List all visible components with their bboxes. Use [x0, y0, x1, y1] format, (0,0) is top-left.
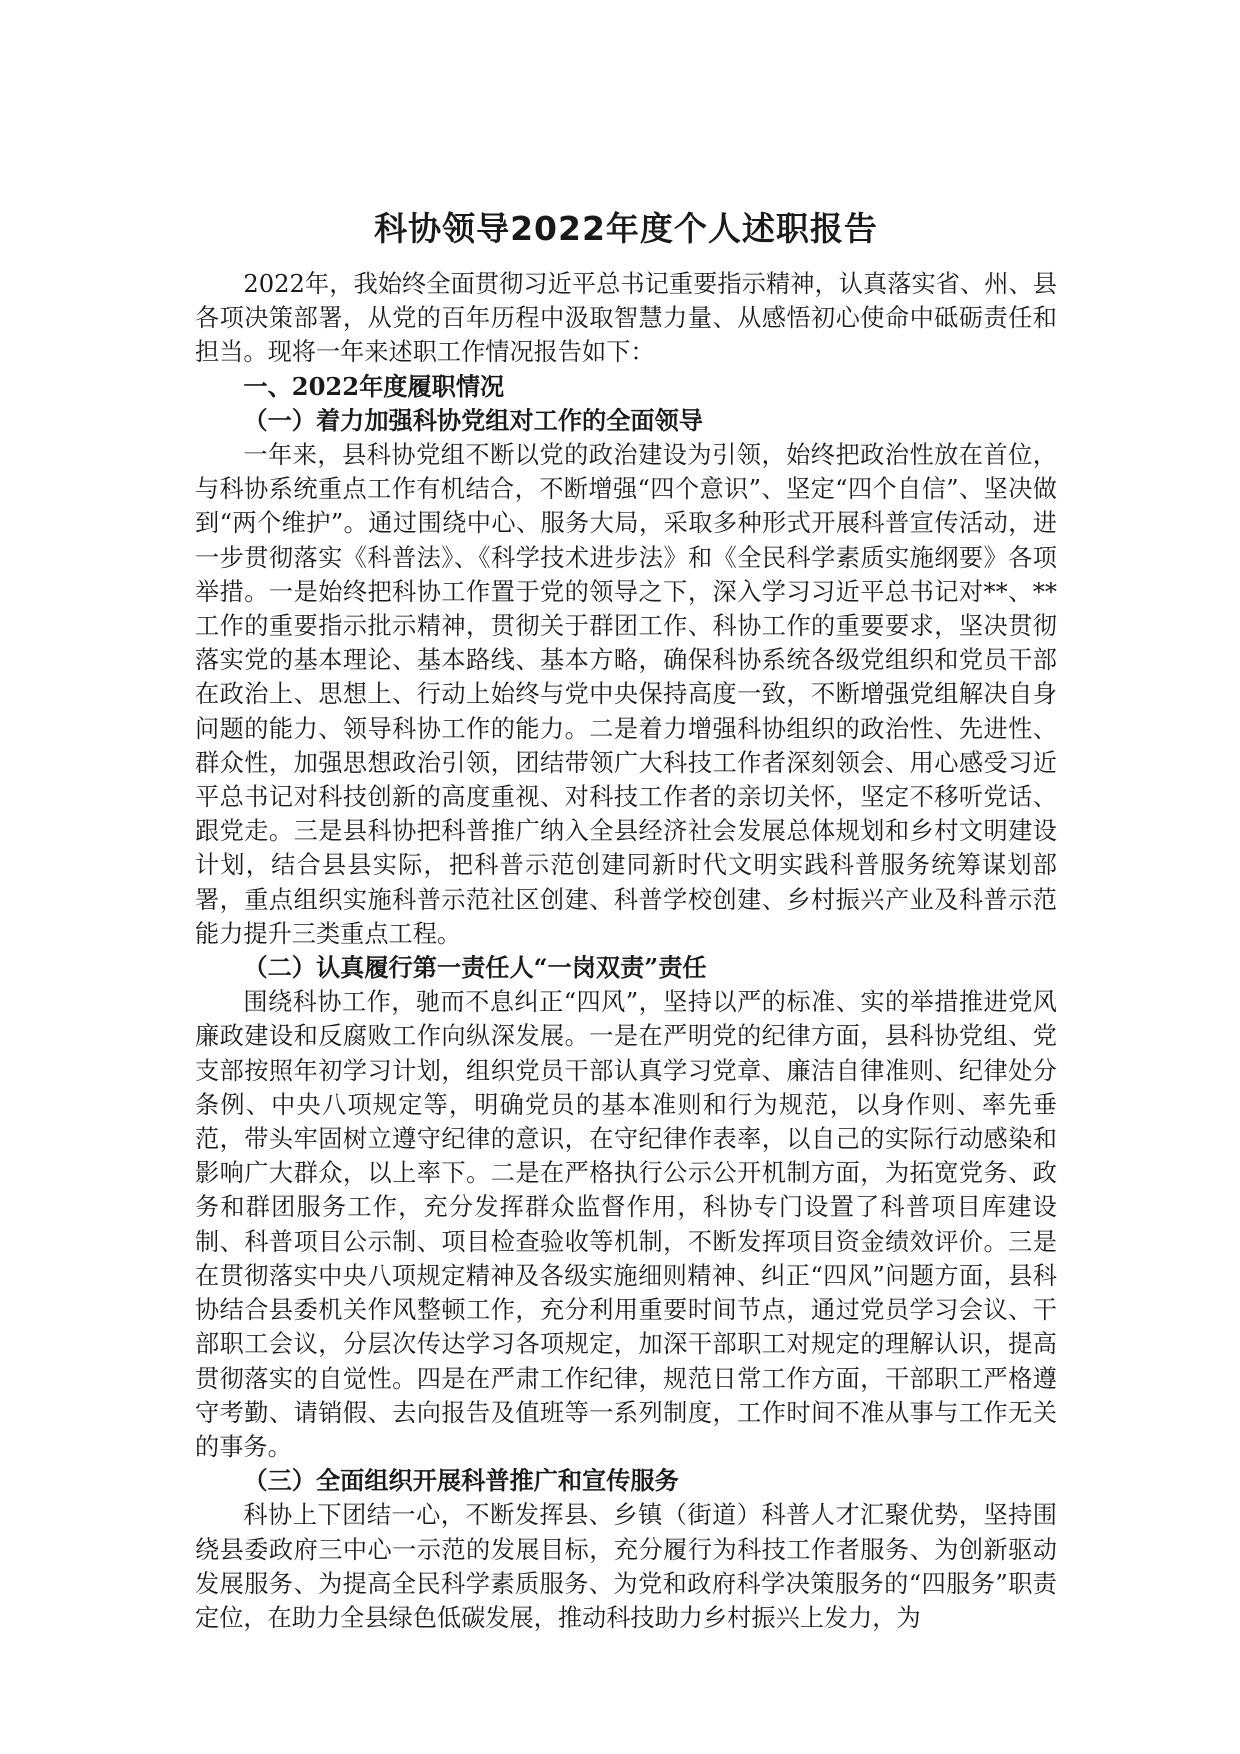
document-page [195, 205, 1057, 1635]
section-1-heading: 一、2022年度履职情况 [243, 371, 505, 401]
intro-paragraph: 2022年，我始终全面贯彻习近平总书记重要指示精神，认真落实省、州、县各项决策部署，从党的百年历程中汲取智慧力量、从感悟初心使命中砥砺责任和担当。现将一年来述职工作情况报告如下： [195, 270, 1057, 367]
subsection-3-heading: （三）全面组织开展科普推广和宣传服务 [243, 1466, 679, 1496]
subsection-3-body: 科协上下团结一心，不断发挥县、乡镇（街道）科普人才汇聚优势，坚持围绕县委政府三中心一示范的发展目标，充分履行为科技工作者服务、为创新驱动发展服务、为提高全民科学素质服务、为党和政府科学决策服务的“四服务”职责定位，在助力全县绿色低碳发展，推动科技助力乡村振兴上发力，为 [195, 1501, 1057, 1632]
subsection-1-heading: （一）着力加强科协党组对工作的全面领导 [243, 405, 703, 435]
document-title: 科协领导2022年度个人述职报告 [374, 209, 878, 248]
subsection-1-body: 一年来，县科协党组不断以党的政治建设为引领，始终把政治性放在首位，与科协系统重点工作有机结合，不断增强“四个意识”、坚定“四个自信”、坚决做到“两个维护”。通过围绕中心、服务大局，采取多种形式开展科普宣传活动，进一步贯彻落实《科普法》、《科学技术进步法》和《全民科学素质实施纲要》各项举措。一是始终把科协工作置于党的领导之下，深入学习习近平总书记对**、**工作的重要指示批示精神，贯彻关于群团工作、科协工作的重要要求，坚决贯彻落实党的基本理论、基本路线、基本方略，确保科协系统各级党组织和党员干部在政治上、思想上、行动上始终与党中央保持高度一致，不断增强党组解决自身问题的能力、领导科协工作的能力。二是着力增强科协组织的政治性、先进性、群众性，加强思想政治引领，团结带领广大科技工作者深刻领会、用心感受习近平总书记对科技创新的高度重视、对科技工作者的亲切关怀，坚定不移听党话、跟党走。三是县科协把科普推广纳入全县经济社会发展总体规划和乡村文明建设计划，结合县县实际，把科普示范创建同新时代文明实践科普服务统筹谋划部署，重点组织实施科普示范社区创建、科普学校创建、乡村振兴产业及科普示范能力提升三类重点工程。 [195, 441, 1057, 948]
subsection-2-heading: （二）认真履行第一责任人“一岗双责”责任 [243, 953, 707, 983]
subsection-2-body: 围绕科协工作，驰而不息纠正“四风”，坚持以严的标准、实的举措推进党风廉政建设和反腐败工作向纵深发展。一是在严明党的纪律方面，县科协党组、党支部按照年初学习计划，组织党员干部认真学习党章、廉洁自律准则、纪律处分条例、中央八项规定等，明确党员的基本准则和行为规范，以身作则、率先垂范，带头牢固树立遵守纪律的意识，在守纪律作表率，以自己的实际行动感染和影响广大群众，以上率下。二是在严格执行公示公开机制方面，为拓宽党务、政务和群团服务工作，充分发挥群众监督作用，科协专门设置了科普项目库建设制、科普项目公示制、项目检查验收等机制，不断发挥项目资金绩效评价。三是在贯彻落实中央八项规定精神及各级实施细则精神、纠正“四风”问题方面，县科协结合县委机关作风整顿工作，充分利用重要时间节点，通过党员学习会议、干部职工会议，分层次传达学习各项规定，加深干部职工对规定的理解认识，提高贯彻落实的自觉性。四是在严肃工作纪律，规范日常工作方面，干部职工严格遵守考勤、请销假、去向报告及值班等一系列制度，工作时间不准从事与工作无关的事务。 [195, 988, 1057, 1461]
